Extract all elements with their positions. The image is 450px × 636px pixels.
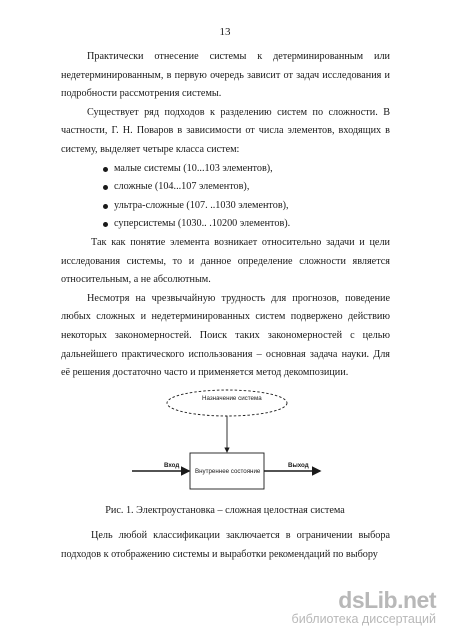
paragraph-classification: Цель любой классификации заключается в ограничении выбора подходов к отображению системы и выработки рекомендаций по выбору: [61, 530, 390, 560]
paragraph-decomposition: Несмотря на чрезвычайную трудность для прогнозов, поведение любых сложных и недетерминированных систем подвержено действию некоторых закономерностей. Поиск таких закономерностей с целью дальнейшего практического использования – основная задача науки. Для её решения достаточно часто и применяется метод декомпозиции.: [61, 292, 390, 379]
state-label: Внутреннее состояние: [195, 468, 261, 475]
list-item: ультра-сложные (107. ..1030 элементов),: [61, 197, 390, 216]
purpose-ellipse: [167, 390, 287, 416]
text-block-top: [61, 48, 390, 383]
page-number: 13: [219, 26, 231, 38]
paragraph-complexity-approaches: Существует ряд подходов к разделению систем по сложности. В частности, Г. Н. Поваров в зависимости от числа элементов, входящих в систему, выделяет четыре класса систем:: [61, 106, 390, 155]
list-item: малые системы (10...103 элементов),: [61, 160, 390, 179]
purpose-label: Назначение система: [202, 395, 262, 402]
bullet-icon: [103, 204, 108, 209]
bullet-icon: [103, 222, 108, 227]
paragraph-element-relativity: Так как понятие элемента возникает относительно задачи и цели исследования системы, то и данное определение сложности является относительным, а не абсолютным.: [61, 236, 390, 286]
list-item: сложные (104...107 элементов),: [61, 178, 390, 197]
figure-caption: Рис. 1. Электроустановка – сложная целостная система: [105, 505, 345, 516]
system-diagram: [130, 388, 325, 496]
system-diagram-graphic: [130, 388, 325, 496]
system-classes-list: [61, 160, 390, 234]
bullet-icon: [103, 167, 108, 172]
watermark-subtitle: библиотека диссертаций: [291, 612, 436, 626]
paragraph-determinism: Практически отнесение системы к детерминированным или недетерминированным, в первую очередь зависит от задач исследования и подробности рассмотрения системы.: [61, 51, 390, 100]
watermark: [292, 588, 436, 626]
input-label: Вход: [164, 462, 180, 469]
bullet-icon: [103, 185, 108, 190]
text-block-bottom: [61, 527, 390, 564]
watermark-logo: dsLib.net: [338, 587, 436, 613]
list-item: суперсистемы (1030.. .10200 элементов).: [61, 215, 390, 234]
output-label: Выход: [288, 462, 309, 469]
